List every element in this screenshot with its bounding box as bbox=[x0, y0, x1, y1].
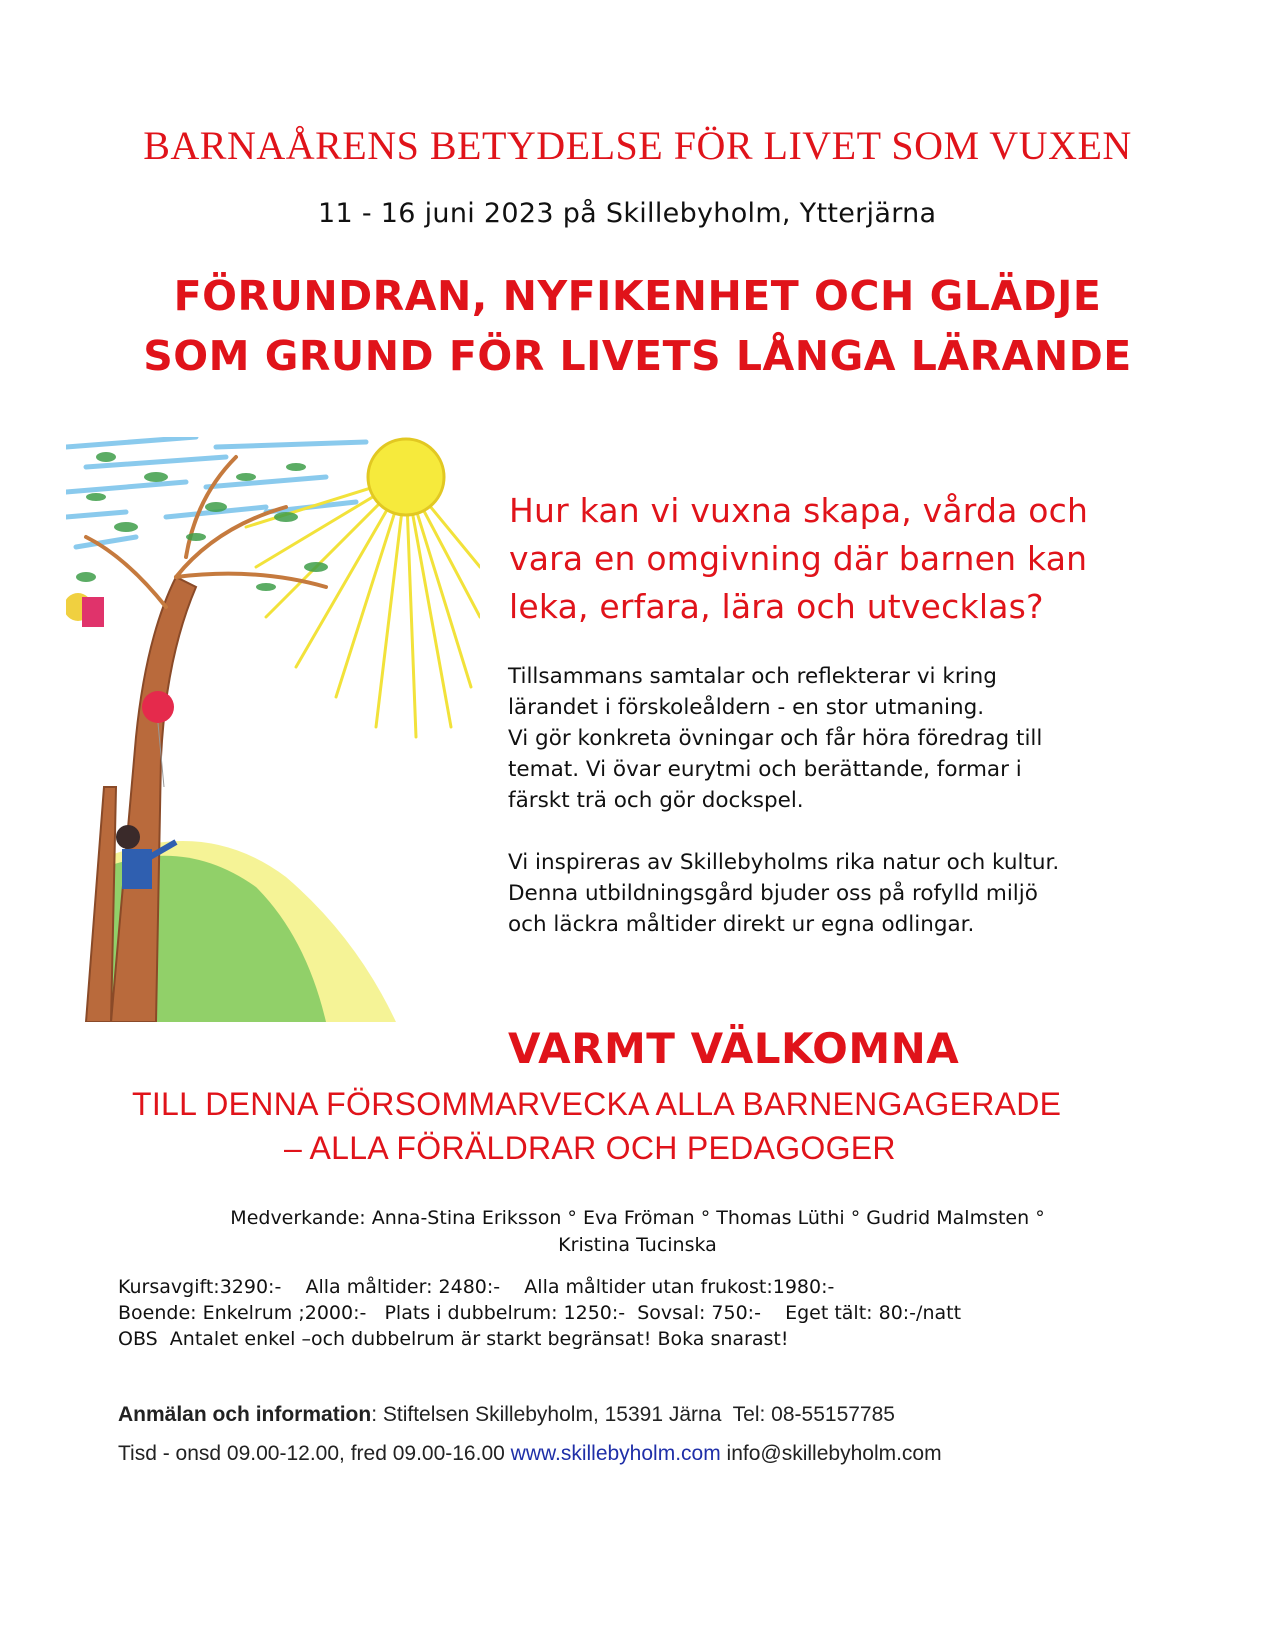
contact-label: Anmälan och information bbox=[118, 1403, 372, 1426]
email-link[interactable]: info@skillebyholm.com bbox=[720, 1442, 942, 1465]
contact-details: : Stiftelsen Skillebyholm, 15391 Järna Tel: 08-55157785 bbox=[371, 1403, 895, 1426]
event-date: 11 - 16 juni 2023 på Skillebyholm, Ytterjärna bbox=[318, 198, 937, 229]
contact-info bbox=[118, 1403, 895, 1427]
price-line-notice: OBS Antalet enkel –och dubbelrum är starkt begränsat! Boka snarast! bbox=[118, 1328, 789, 1350]
contributors-line: Medverkande: Anna-Stina Eriksson ° Eva Fröman ° Thomas Lüthi ° Gudrid Malmsten ° bbox=[230, 1207, 1045, 1229]
welcome-title: VARMT VÄLKOMNA bbox=[508, 1024, 960, 1073]
contact-hours-links bbox=[118, 1442, 942, 1466]
paragraph-line: färskt trä och gör dockspel. bbox=[508, 788, 804, 813]
price-line-lodging: Boende: Enkelrum ;2000:- Plats i dubbelrum: 1250:- Sovsal: 750:- Eget tält: 80:-/natt bbox=[118, 1302, 962, 1324]
question-line: Hur kan vi vuxna skapa, vårda och bbox=[509, 491, 1089, 530]
nature-paragraph bbox=[508, 847, 1208, 940]
paragraph-line: Vi inspireras av Skillebyholms rika natur och kultur. bbox=[508, 850, 1060, 875]
paragraph-line: temat. Vi övar eurytmi och berättande, formar i bbox=[508, 757, 1022, 782]
paragraph-line: Tillsammans samtalar och reflekterar vi kring bbox=[508, 664, 997, 689]
website-link[interactable]: www.skillebyholm.com bbox=[510, 1442, 721, 1465]
tree-sun-illustration bbox=[66, 437, 480, 1022]
question-line: vara en omgivning där barnen kan bbox=[509, 539, 1088, 578]
paragraph-line: Vi gör konkreta övningar och får höra föredrag till bbox=[508, 726, 1043, 751]
contributors bbox=[0, 1205, 1275, 1259]
event-title: BARNAÅRENS BETYDELSE FÖR LIVET SOM VUXEN bbox=[143, 123, 1132, 168]
headline-line-1: FÖRUNDRAN, NYFIKENHET OCH GLÄDJE bbox=[173, 272, 1102, 320]
welcome-subtitle-line-2: – ALLA FÖRÄLDRAR OCH PEDAGOGER bbox=[284, 1130, 896, 1166]
price-line-course: Kursavgift:3290:- Alla måltider: 2480:- Alla måltider utan frukost:1980:- bbox=[118, 1276, 835, 1298]
intro-paragraph bbox=[508, 661, 1208, 816]
paragraph-line: Denna utbildningsgård bjuder oss på rofylld miljö bbox=[508, 881, 1038, 906]
question-text bbox=[509, 487, 1189, 631]
paragraph-line: och läckra måltider direkt ur egna odlingar. bbox=[508, 912, 975, 937]
headline-line-2: SOM GRUND FÖR LIVETS LÅNGA LÄRANDE bbox=[143, 332, 1132, 380]
contributors-line: Kristina Tucinska bbox=[558, 1234, 717, 1256]
red-balloon bbox=[142, 691, 174, 723]
paragraph-line: lärandet i förskoleåldern - en stor utmaning. bbox=[508, 695, 985, 720]
question-line: leka, erfara, lära och utvecklas? bbox=[509, 587, 1044, 626]
opening-hours: Tisd - onsd 09.00-12.00, fred 09.00-16.00 bbox=[118, 1442, 511, 1465]
leaves bbox=[76, 452, 328, 591]
welcome-subtitle-line-1: TILL DENNA FÖRSOMMARVECKA ALLA BARNENGAGERADE bbox=[132, 1086, 1062, 1122]
